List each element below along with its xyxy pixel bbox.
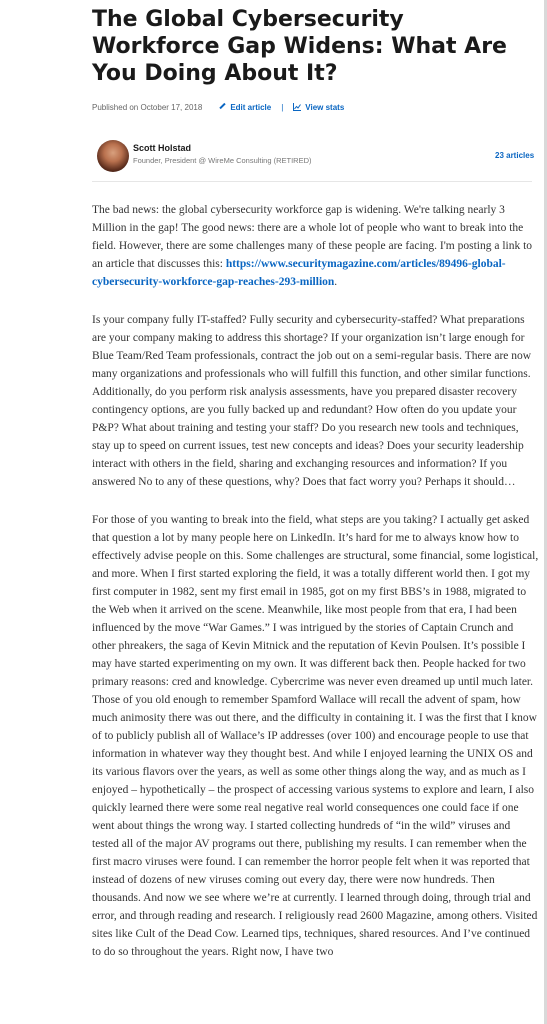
author-avatar[interactable]: [97, 140, 129, 172]
author-name[interactable]: Scott Holstad: [133, 143, 192, 153]
published-date: Published on October 17, 2018: [92, 102, 203, 112]
pencil-icon: [220, 103, 226, 109]
article-meta: [92, 100, 344, 114]
edit-article-label: Edit article: [230, 102, 272, 112]
paragraph-1-end: .: [334, 276, 338, 288]
header-divider: [92, 181, 532, 182]
article-title: The Global Cybersecurity Workforce Gap Widens: What Are You Doing About It?: [92, 7, 507, 86]
paragraph-2: Is your company fully IT-staffed? Fully security and cybersecurity-staffed? What preparations are your company making to address this shortage? If your organization isn’t large enough for Blue Team/Red Team professionals, contract the job out on a semi-regular basis. There are now many organizations and professionals who will fulfill this function, and other similar functions. Additionally, do you perform risk analysis assessments, have you prepared disaster recovery contingency options, are you fully backed up and redundant? How often do you update your P&P? What about training and testing your staff? Do you research new tools and techniques, stay up to speed on current issues, test new concepts and ideas? Does your security leadership interact with others in the field, sharing and exchanging resources and information? If you answered No to any of these questions, why? Does that fact worry you? Perhaps it should…: [92, 314, 532, 488]
view-stats-link[interactable]: [293, 103, 344, 112]
meta-separator: |: [281, 102, 284, 112]
edit-article-link[interactable]: [219, 103, 271, 112]
paragraph-1-text: The bad news: the global cybersecurity workforce gap is widening. We're talking nearly 3 Million in the gap! The good news: there are a whole lot of people who want to break into the field. However, there are some challenges many of these people are facing. I'm posting a link to an article that discusses this:: [92, 204, 533, 270]
author-headline: Founder, President @ WireMe Consulting (RETIRED): [133, 156, 312, 165]
chart-icon: [293, 103, 301, 111]
author-articles-link[interactable]: 23 articles: [495, 151, 535, 160]
article-external-link[interactable]: https://www.securitymagazine.com/articles/89496-global-cybersecurity-workforce-gap-reaches-293-million: [92, 258, 506, 288]
view-stats-label: View stats: [305, 102, 345, 112]
paragraph-1: [92, 201, 539, 291]
paragraph-3: For those of you wanting to break into the field, what steps are you taking? I actually get asked that question a lot by many people here on LinkedIn. It’s hard for me to always know how to effectively advise people on this. Some challenges are structural, some financial, some logistical, and more. When I first started exploring the field, it was a totally different world then. I got my first computer in 1982, sent my first email in 1985, got on my first BBS’s in 1988, migrated to the Web when it arrived on the scene. Meanwhile, like most people from that era, I had been influenced by the move “War Games.” I was intrigued by the stories of Captain Crunch and other phreakers, the saga of Kevin Mitnick and the reputation of Kevin Poulsen. It’s possible I may have started experimenting on my own. It was different back then. People hacked for two primary reasons: cred and knowledge. Cybercrime was never even dreamed up until much later. Those of you old enough to remember Spamford Wallace will recall the advent of spam, how much animosity there was out there, and the difficulty in containing it. I was the first that I know of to publicly publish all of Wallace’s IP addresses (over 100) and encourage people to use that information in whatever way they thought best. And while I enjoyed learning the UNIX OS and its various flavors over the years, as well as some other things along the way, and as much as I enjoyed – hypothetically – the prospect of accessing various systems to explore and learn, I also quickly learned there were some real negative real world consequences one could face if one went about things the wrong way. I started collecting hundreds of “in the wild” viruses and tested all of the major AV programs out there, publishing my results. I can remember when the first macro viruses were found. I can remember the horror people felt when it was reported that instead of dozens of new viruses coming out every day, there were now hundreds. Then thousands. And now we see where we’re at currently. I learned through doing, through trial and error, and through reading and research. I religiously read 2600 Magazine, among others. Visited sites like Cult of the Dead Cow. Learned tips, techniques, shared resources. And I’ve continued to do so throughout the years. Right now, I have two: [92, 514, 539, 958]
article-body: [92, 201, 539, 981]
